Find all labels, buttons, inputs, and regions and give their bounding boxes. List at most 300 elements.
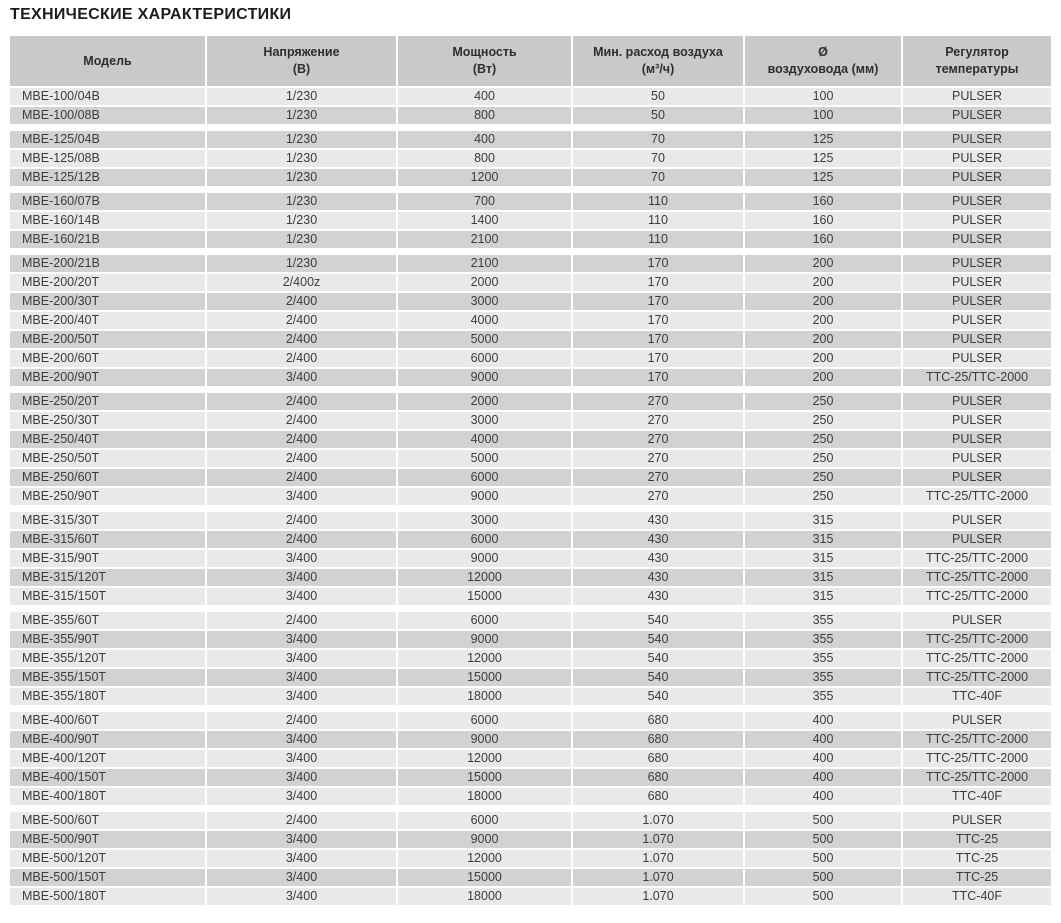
cell-airflow: 170 <box>573 255 743 272</box>
cell-diameter: 400 <box>745 731 901 748</box>
cell-airflow: 170 <box>573 274 743 291</box>
cell-diameter: 315 <box>745 531 901 548</box>
cell-power: 3000 <box>398 293 571 310</box>
cell-power: 12000 <box>398 569 571 586</box>
cell-model: MBE-200/90T <box>10 369 205 386</box>
cell-airflow: 70 <box>573 169 743 186</box>
table-row <box>10 274 1051 291</box>
table-row <box>10 107 1051 124</box>
cell-airflow: 430 <box>573 588 743 605</box>
cell-voltage: 1/230 <box>207 193 396 210</box>
column-header-power-line2: (Вт) <box>472 62 497 76</box>
cell-voltage: 2/400 <box>207 712 396 729</box>
cell-regulator: PULSER <box>903 274 1051 291</box>
cell-regulator: TTC-25 <box>903 850 1051 867</box>
table-row <box>10 331 1051 348</box>
cell-diameter: 250 <box>745 450 901 467</box>
cell-voltage: 2/400 <box>207 469 396 486</box>
cell-model: MBE-400/120T <box>10 750 205 767</box>
cell-diameter: 160 <box>745 212 901 229</box>
cell-diameter: 355 <box>745 631 901 648</box>
cell-voltage: 1/230 <box>207 107 396 124</box>
cell-model: MBE-315/120T <box>10 569 205 586</box>
cell-diameter: 500 <box>745 850 901 867</box>
cell-power: 12000 <box>398 750 571 767</box>
table-row <box>10 750 1051 767</box>
cell-model: MBE-250/90T <box>10 488 205 505</box>
cell-diameter: 100 <box>745 88 901 105</box>
cell-airflow: 1.070 <box>573 812 743 829</box>
cell-power: 6000 <box>398 469 571 486</box>
cell-power: 2100 <box>398 255 571 272</box>
cell-power: 15000 <box>398 869 571 886</box>
cell-model: MBE-355/150T <box>10 669 205 686</box>
cell-power: 15000 <box>398 669 571 686</box>
cell-diameter: 200 <box>745 312 901 329</box>
cell-model: MBE-500/150T <box>10 869 205 886</box>
column-header-voltage <box>207 36 396 86</box>
cell-voltage: 2/400 <box>207 293 396 310</box>
cell-model: MBE-125/12B <box>10 169 205 186</box>
column-header-regulator-line1: Регулятор <box>945 45 1009 60</box>
table-row <box>10 293 1051 310</box>
cell-model: MBE-500/180T <box>10 888 205 905</box>
cell-regulator: PULSER <box>903 231 1051 248</box>
cell-power: 2100 <box>398 231 571 248</box>
cell-voltage: 2/400 <box>207 450 396 467</box>
cell-model: MBE-250/20T <box>10 393 205 410</box>
cell-diameter: 315 <box>745 550 901 567</box>
cell-regulator: TTC-25/TTC-2000 <box>903 488 1051 505</box>
cell-voltage: 3/400 <box>207 850 396 867</box>
cell-airflow: 170 <box>573 293 743 310</box>
cell-voltage: 1/230 <box>207 212 396 229</box>
cell-airflow: 1.070 <box>573 850 743 867</box>
cell-power: 18000 <box>398 888 571 905</box>
cell-diameter: 355 <box>745 669 901 686</box>
cell-voltage: 3/400 <box>207 588 396 605</box>
cell-power: 9000 <box>398 631 571 648</box>
cell-model: MBE-200/50T <box>10 331 205 348</box>
cell-model: MBE-100/08B <box>10 107 205 124</box>
column-header-regulator <box>903 36 1051 86</box>
column-header-diameter <box>745 36 901 86</box>
cell-regulator: TTC-40F <box>903 888 1051 905</box>
column-header-power-line1: Мощность <box>452 45 517 60</box>
cell-power: 4000 <box>398 312 571 329</box>
cell-diameter: 250 <box>745 393 901 410</box>
table-body <box>10 88 1051 905</box>
cell-diameter: 200 <box>745 369 901 386</box>
table-row <box>10 469 1051 486</box>
cell-diameter: 400 <box>745 750 901 767</box>
cell-model: MBE-500/60T <box>10 812 205 829</box>
column-header-regulator-line2: температуры <box>935 62 1019 76</box>
cell-airflow: 270 <box>573 450 743 467</box>
cell-voltage: 2/400 <box>207 612 396 629</box>
column-header-airflow-line1: Мин. расход воздуха <box>593 45 723 60</box>
cell-voltage: 1/230 <box>207 150 396 167</box>
table-row <box>10 431 1051 448</box>
cell-diameter: 500 <box>745 869 901 886</box>
cell-power: 5000 <box>398 450 571 467</box>
cell-power: 15000 <box>398 769 571 786</box>
cell-regulator: TTC-25/TTC-2000 <box>903 669 1051 686</box>
cell-power: 6000 <box>398 812 571 829</box>
cell-power: 9000 <box>398 550 571 567</box>
cell-model: MBE-355/90T <box>10 631 205 648</box>
cell-diameter: 200 <box>745 255 901 272</box>
cell-model: MBE-315/90T <box>10 550 205 567</box>
spec-table <box>10 36 1051 905</box>
table-row <box>10 688 1051 705</box>
cell-airflow: 680 <box>573 769 743 786</box>
column-header-voltage-line1: Напряжение <box>263 45 340 60</box>
cell-power: 6000 <box>398 531 571 548</box>
table-row <box>10 255 1051 272</box>
cell-voltage: 1/230 <box>207 131 396 148</box>
cell-airflow: 680 <box>573 750 743 767</box>
cell-power: 6000 <box>398 612 571 629</box>
cell-regulator: PULSER <box>903 255 1051 272</box>
cell-model: MBE-315/60T <box>10 531 205 548</box>
cell-model: MBE-200/30T <box>10 293 205 310</box>
cell-diameter: 125 <box>745 150 901 167</box>
table-row <box>10 612 1051 629</box>
table-row <box>10 531 1051 548</box>
cell-airflow: 540 <box>573 688 743 705</box>
cell-model: MBE-200/60T <box>10 350 205 367</box>
cell-airflow: 170 <box>573 350 743 367</box>
cell-diameter: 160 <box>745 193 901 210</box>
table-row <box>10 169 1051 186</box>
cell-diameter: 200 <box>745 274 901 291</box>
cell-voltage: 3/400 <box>207 788 396 805</box>
cell-voltage: 3/400 <box>207 569 396 586</box>
table-row <box>10 850 1051 867</box>
cell-regulator: PULSER <box>903 312 1051 329</box>
column-header-model-line1: Модель <box>83 53 132 68</box>
cell-voltage: 2/400 <box>207 512 396 529</box>
cell-diameter: 250 <box>745 431 901 448</box>
table-row <box>10 631 1051 648</box>
cell-model: MBE-400/180T <box>10 788 205 805</box>
table-row <box>10 869 1051 886</box>
column-header-power <box>398 36 571 86</box>
cell-diameter: 355 <box>745 688 901 705</box>
cell-airflow: 270 <box>573 393 743 410</box>
table-row <box>10 131 1051 148</box>
table-row <box>10 369 1051 386</box>
cell-model: MBE-400/60T <box>10 712 205 729</box>
cell-model: MBE-250/60T <box>10 469 205 486</box>
cell-diameter: 250 <box>745 488 901 505</box>
column-header-airflow-line2: (м³/ч) <box>641 62 675 76</box>
cell-regulator: PULSER <box>903 193 1051 210</box>
cell-airflow: 270 <box>573 488 743 505</box>
cell-regulator: TTC-25/TTC-2000 <box>903 369 1051 386</box>
cell-voltage: 3/400 <box>207 369 396 386</box>
cell-airflow: 110 <box>573 193 743 210</box>
cell-regulator: PULSER <box>903 393 1051 410</box>
cell-airflow: 680 <box>573 712 743 729</box>
cell-diameter: 315 <box>745 512 901 529</box>
cell-regulator: PULSER <box>903 131 1051 148</box>
table-row <box>10 488 1051 505</box>
cell-diameter: 315 <box>745 588 901 605</box>
column-header-model <box>10 36 205 86</box>
cell-model: MBE-160/14B <box>10 212 205 229</box>
cell-model: MBE-355/60T <box>10 612 205 629</box>
table-row <box>10 769 1051 786</box>
table-row <box>10 888 1051 905</box>
table-row <box>10 231 1051 248</box>
cell-model: MBE-160/21B <box>10 231 205 248</box>
cell-regulator: PULSER <box>903 169 1051 186</box>
table-row <box>10 650 1051 667</box>
cell-model: MBE-250/50T <box>10 450 205 467</box>
cell-regulator: TTC-40F <box>903 688 1051 705</box>
cell-regulator: TTC-25/TTC-2000 <box>903 769 1051 786</box>
cell-power: 6000 <box>398 350 571 367</box>
cell-power: 6000 <box>398 712 571 729</box>
table-row <box>10 212 1051 229</box>
cell-voltage: 3/400 <box>207 669 396 686</box>
cell-power: 700 <box>398 193 571 210</box>
table-row <box>10 512 1051 529</box>
cell-power: 1400 <box>398 212 571 229</box>
cell-voltage: 3/400 <box>207 650 396 667</box>
cell-regulator: TTC-25/TTC-2000 <box>903 631 1051 648</box>
cell-regulator: PULSER <box>903 412 1051 429</box>
cell-airflow: 70 <box>573 150 743 167</box>
cell-regulator: PULSER <box>903 450 1051 467</box>
cell-diameter: 400 <box>745 769 901 786</box>
cell-power: 3000 <box>398 412 571 429</box>
cell-diameter: 200 <box>745 331 901 348</box>
cell-airflow: 170 <box>573 369 743 386</box>
cell-voltage: 2/400 <box>207 350 396 367</box>
cell-diameter: 125 <box>745 131 901 148</box>
cell-diameter: 125 <box>745 169 901 186</box>
cell-diameter: 355 <box>745 650 901 667</box>
cell-power: 1200 <box>398 169 571 186</box>
cell-voltage: 3/400 <box>207 688 396 705</box>
column-header-airflow <box>573 36 743 86</box>
cell-voltage: 1/230 <box>207 255 396 272</box>
table-row <box>10 450 1051 467</box>
table-row <box>10 588 1051 605</box>
cell-voltage: 2/400 <box>207 812 396 829</box>
cell-model: MBE-500/90T <box>10 831 205 848</box>
table-row <box>10 312 1051 329</box>
column-header-diameter-line2: воздуховода (мм) <box>767 62 879 76</box>
table-row <box>10 812 1051 829</box>
page-title: ТЕХНИЧЕСКИЕ ХАРАКТЕРИСТИКИ <box>10 6 292 23</box>
cell-voltage: 3/400 <box>207 769 396 786</box>
cell-airflow: 170 <box>573 331 743 348</box>
cell-diameter: 400 <box>745 712 901 729</box>
cell-model: MBE-125/08B <box>10 150 205 167</box>
table-row <box>10 712 1051 729</box>
cell-regulator: TTC-40F <box>903 788 1051 805</box>
column-header-voltage-line2: (В) <box>292 62 311 76</box>
cell-voltage: 3/400 <box>207 550 396 567</box>
cell-model: MBE-355/180T <box>10 688 205 705</box>
cell-regulator: PULSER <box>903 431 1051 448</box>
cell-voltage: 3/400 <box>207 888 396 905</box>
cell-regulator: PULSER <box>903 212 1051 229</box>
cell-airflow: 1.070 <box>573 831 743 848</box>
cell-diameter: 160 <box>745 231 901 248</box>
cell-power: 4000 <box>398 431 571 448</box>
cell-diameter: 355 <box>745 612 901 629</box>
cell-airflow: 540 <box>573 612 743 629</box>
cell-voltage: 3/400 <box>207 631 396 648</box>
cell-voltage: 2/400 <box>207 393 396 410</box>
cell-regulator: TTC-25 <box>903 831 1051 848</box>
cell-power: 5000 <box>398 331 571 348</box>
table-row <box>10 550 1051 567</box>
cell-voltage: 2/400 <box>207 531 396 548</box>
table-row <box>10 150 1051 167</box>
table-row <box>10 350 1051 367</box>
cell-regulator: PULSER <box>903 88 1051 105</box>
cell-power: 2000 <box>398 393 571 410</box>
cell-model: MBE-355/120T <box>10 650 205 667</box>
cell-power: 9000 <box>398 369 571 386</box>
cell-airflow: 110 <box>573 231 743 248</box>
cell-model: MBE-315/150T <box>10 588 205 605</box>
cell-diameter: 250 <box>745 412 901 429</box>
cell-airflow: 270 <box>573 412 743 429</box>
cell-voltage: 2/400 <box>207 331 396 348</box>
cell-model: MBE-400/150T <box>10 769 205 786</box>
cell-regulator: PULSER <box>903 531 1051 548</box>
cell-regulator: PULSER <box>903 612 1051 629</box>
cell-airflow: 540 <box>573 650 743 667</box>
cell-model: MBE-250/40T <box>10 431 205 448</box>
cell-regulator: TTC-25/TTC-2000 <box>903 569 1051 586</box>
cell-diameter: 200 <box>745 350 901 367</box>
cell-voltage: 3/400 <box>207 750 396 767</box>
cell-voltage: 3/400 <box>207 488 396 505</box>
table-row <box>10 88 1051 105</box>
cell-voltage: 1/230 <box>207 231 396 248</box>
cell-power: 9000 <box>398 731 571 748</box>
cell-power: 9000 <box>398 831 571 848</box>
cell-power: 12000 <box>398 850 571 867</box>
cell-diameter: 400 <box>745 788 901 805</box>
cell-model: MBE-125/04B <box>10 131 205 148</box>
cell-voltage: 1/230 <box>207 169 396 186</box>
cell-voltage: 2/400 <box>207 412 396 429</box>
cell-regulator: PULSER <box>903 293 1051 310</box>
cell-power: 3000 <box>398 512 571 529</box>
cell-airflow: 50 <box>573 107 743 124</box>
cell-airflow: 50 <box>573 88 743 105</box>
cell-regulator: TTC-25 <box>903 869 1051 886</box>
cell-regulator: PULSER <box>903 107 1051 124</box>
cell-voltage: 3/400 <box>207 731 396 748</box>
cell-model: MBE-200/40T <box>10 312 205 329</box>
cell-airflow: 430 <box>573 550 743 567</box>
cell-airflow: 1.070 <box>573 869 743 886</box>
table-row <box>10 831 1051 848</box>
cell-model: MBE-315/30T <box>10 512 205 529</box>
cell-airflow: 270 <box>573 431 743 448</box>
cell-airflow: 430 <box>573 531 743 548</box>
cell-diameter: 315 <box>745 569 901 586</box>
cell-airflow: 430 <box>573 569 743 586</box>
cell-diameter: 500 <box>745 888 901 905</box>
cell-voltage: 2/400z <box>207 274 396 291</box>
column-header-diameter-line1: Ø <box>818 45 828 60</box>
cell-airflow: 680 <box>573 788 743 805</box>
cell-power: 9000 <box>398 488 571 505</box>
cell-regulator: PULSER <box>903 350 1051 367</box>
cell-regulator: TTC-25/TTC-2000 <box>903 588 1051 605</box>
cell-regulator: TTC-25/TTC-2000 <box>903 731 1051 748</box>
cell-model: MBE-200/20T <box>10 274 205 291</box>
table-row <box>10 193 1051 210</box>
cell-power: 18000 <box>398 688 571 705</box>
cell-regulator: TTC-25/TTC-2000 <box>903 650 1051 667</box>
cell-voltage: 2/400 <box>207 431 396 448</box>
cell-model: MBE-160/07B <box>10 193 205 210</box>
cell-airflow: 170 <box>573 312 743 329</box>
cell-regulator: PULSER <box>903 712 1051 729</box>
cell-voltage: 1/230 <box>207 88 396 105</box>
cell-diameter: 200 <box>745 293 901 310</box>
table-row <box>10 412 1051 429</box>
cell-airflow: 540 <box>573 631 743 648</box>
cell-airflow: 1.070 <box>573 888 743 905</box>
cell-airflow: 270 <box>573 469 743 486</box>
cell-regulator: PULSER <box>903 150 1051 167</box>
cell-model: MBE-100/04B <box>10 88 205 105</box>
cell-diameter: 500 <box>745 812 901 829</box>
cell-power: 2000 <box>398 274 571 291</box>
cell-airflow: 110 <box>573 212 743 229</box>
cell-power: 15000 <box>398 588 571 605</box>
cell-airflow: 540 <box>573 669 743 686</box>
table-header-row <box>10 36 1051 86</box>
cell-model: MBE-500/120T <box>10 850 205 867</box>
cell-model: MBE-250/30T <box>10 412 205 429</box>
cell-power: 18000 <box>398 788 571 805</box>
table-row <box>10 669 1051 686</box>
cell-power: 800 <box>398 107 571 124</box>
cell-power: 12000 <box>398 650 571 667</box>
cell-airflow: 430 <box>573 512 743 529</box>
cell-voltage: 3/400 <box>207 831 396 848</box>
cell-regulator: TTC-25/TTC-2000 <box>903 750 1051 767</box>
cell-regulator: PULSER <box>903 469 1051 486</box>
cell-diameter: 500 <box>745 831 901 848</box>
cell-power: 400 <box>398 88 571 105</box>
cell-diameter: 100 <box>745 107 901 124</box>
cell-diameter: 250 <box>745 469 901 486</box>
cell-model: MBE-400/90T <box>10 731 205 748</box>
cell-power: 400 <box>398 131 571 148</box>
cell-airflow: 680 <box>573 731 743 748</box>
table-row <box>10 788 1051 805</box>
cell-regulator: PULSER <box>903 512 1051 529</box>
table-row <box>10 569 1051 586</box>
cell-regulator: TTC-25/TTC-2000 <box>903 550 1051 567</box>
cell-regulator: PULSER <box>903 331 1051 348</box>
